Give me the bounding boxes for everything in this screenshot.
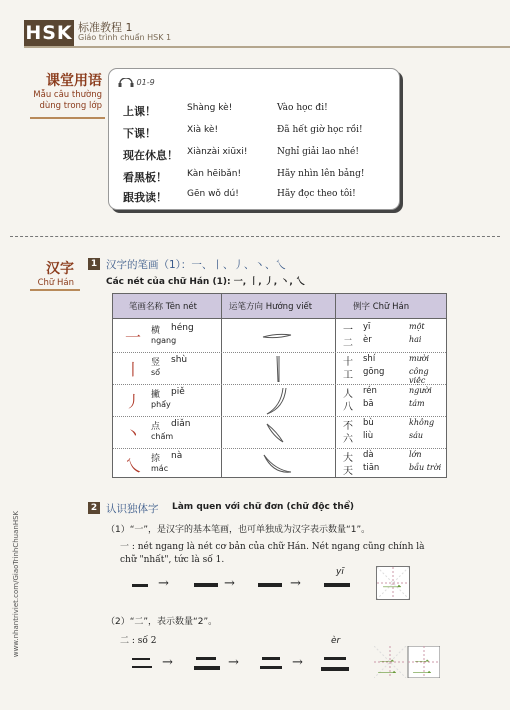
- header-title-cn: 标准教程 1: [78, 21, 133, 34]
- stroke-pinyin: diǎn: [171, 419, 191, 429]
- example-meaning: công việc: [409, 367, 429, 385]
- stroke-direction-dot: [263, 420, 287, 446]
- example-pinyin: liù: [363, 431, 374, 441]
- strokes-heading-cn: 汉字的笔画（1）：一、丨、丿、丶、乀: [106, 259, 286, 271]
- practice-char: 二: [412, 655, 432, 679]
- table-row: [113, 384, 446, 417]
- stroke-pinyin: piě: [171, 387, 185, 397]
- example-meaning: lớn: [409, 450, 422, 459]
- stroke-glyph: 一: [125, 328, 142, 347]
- header-title-vn: Giáo trình chuẩn HSK 1: [78, 33, 172, 42]
- practice-grid-one: [376, 566, 410, 600]
- example-pinyin: bù: [363, 418, 374, 428]
- phrase-row: [109, 125, 399, 147]
- audio-track[interactable]: [118, 78, 155, 87]
- example-meaning: tám: [409, 399, 425, 408]
- headphones-icon: [118, 78, 134, 87]
- stroke-name-vn: chấm: [151, 432, 174, 441]
- stroke-pinyin: nà: [171, 451, 183, 461]
- section2-label-vn: Chữ Hán: [37, 278, 74, 288]
- phrase-cn: 看黑板！: [123, 171, 167, 184]
- example-meaning: bầu trời: [409, 463, 442, 472]
- section2-label-cn: 汉字: [46, 261, 74, 277]
- practice-char: 二: [377, 655, 397, 679]
- stroke-name-cn: 捺: [151, 454, 161, 464]
- example-char: 十: [343, 357, 353, 368]
- single-chars-heading-cn: 认识独体字: [106, 503, 159, 515]
- writing-sequence-two: [128, 652, 358, 676]
- stroke-name-cn: 横: [151, 326, 161, 336]
- section1-label-vn-1: Mẫu câu thường: [33, 90, 102, 100]
- example-char: 大: [343, 453, 353, 464]
- example-char: 一: [343, 325, 353, 336]
- heading-number: 2: [88, 502, 100, 514]
- strokes-heading-vn: Các nét của chữ Hán (1): 一, 丨, 丿, 丶, 乀: [106, 277, 305, 287]
- stroke-direction-falling-right: [261, 452, 293, 476]
- writing-sequence-one: [128, 574, 358, 596]
- example-pinyin: èr: [363, 335, 372, 345]
- stroke-name-cn: 点: [151, 422, 161, 432]
- phrase-pinyin: Kàn hēibǎn!: [187, 169, 242, 179]
- table-header: [113, 294, 446, 319]
- arrow: →: [292, 655, 303, 670]
- arrow: →: [158, 576, 169, 591]
- phrase-cn: 跟我读！: [123, 191, 167, 204]
- arrow: →: [290, 576, 301, 591]
- example-pinyin: yī: [363, 322, 371, 332]
- stroke-glyph: 丶: [125, 424, 142, 443]
- example-char: 二: [343, 338, 353, 349]
- example-pinyin: rén: [363, 386, 377, 396]
- section1-rule: [30, 117, 105, 119]
- phrase-cn: 现在休息！: [123, 149, 178, 162]
- stroke-name-vn: mác: [151, 464, 169, 473]
- phrase-vn: Hãy nhìn lên bảng!: [277, 169, 365, 179]
- paragraph-one-cn: （1）“一”，是汉字的基本笔画，也可单独成为汉字表示数量“1”。: [106, 525, 371, 535]
- paragraph-two-cn: （2）“二”，表示数量“2”。: [106, 617, 218, 627]
- stroke-glyph: 乀: [125, 456, 142, 475]
- example-meaning: một: [409, 322, 425, 331]
- vertical-url-watermark: [6, 480, 20, 690]
- stroke-name-vn: sổ: [151, 368, 161, 377]
- classroom-phrases-card: [108, 68, 400, 210]
- phrase-pinyin: Gēn wǒ dú!: [187, 189, 239, 199]
- audio-track-number: 01-9: [136, 78, 155, 87]
- arrow: →: [224, 576, 235, 591]
- section1-label-cn: 课堂用语: [46, 73, 102, 89]
- strokes-table: [112, 293, 447, 478]
- pinyin-yi: yī: [336, 567, 344, 577]
- phrase-vn: Vào học đi!: [277, 103, 328, 113]
- heading-number: 1: [88, 258, 100, 270]
- table-row: [113, 352, 446, 385]
- section2-rule: [30, 289, 80, 291]
- example-pinyin: shí: [363, 354, 376, 364]
- stroke-pinyin: shù: [171, 355, 188, 365]
- phrase-cn: 下课！: [123, 127, 156, 140]
- section2-label: [0, 258, 74, 289]
- example-char: 工: [343, 370, 353, 381]
- stroke-glyph: 丨: [125, 360, 142, 379]
- example-char: 天: [343, 466, 353, 477]
- hsk-logo: HSK: [25, 22, 73, 44]
- example-char: 人: [343, 389, 353, 400]
- section-divider: [10, 236, 500, 237]
- phrase-cn: 上课！: [123, 105, 156, 118]
- stroke-name-vn: ngang: [151, 336, 177, 345]
- pinyin-er: èr: [331, 636, 341, 646]
- arrow: →: [228, 655, 239, 670]
- section1-label: [22, 70, 102, 112]
- stroke-direction-horizontal: [261, 329, 293, 343]
- col-header-direction: 运笔方向 Hướng viết: [229, 302, 313, 312]
- phrase-pinyin: Xiànzài xiūxi!: [187, 147, 248, 157]
- example-pinyin: gōng: [363, 367, 385, 377]
- paragraph-two-vn: 二 : số 2: [120, 636, 157, 646]
- table-row: [113, 416, 446, 449]
- phrase-vn: Nghỉ giải lao nhé!: [277, 147, 359, 157]
- phrase-row: [109, 147, 399, 169]
- stroke-name-vn: phẩy: [151, 400, 171, 409]
- example-meaning: mười: [409, 354, 430, 363]
- example-char: 八: [343, 402, 353, 413]
- practice-grid-two: [374, 646, 440, 678]
- practice-char: 一: [382, 576, 402, 600]
- example-pinyin: dà: [363, 450, 374, 460]
- header-rule: [24, 46, 510, 48]
- example-meaning: không: [409, 418, 435, 427]
- phrase-pinyin: Shàng kè!: [187, 103, 233, 113]
- table-row: [113, 320, 446, 353]
- phrase-vn: Hãy đọc theo tôi!: [277, 189, 356, 199]
- stroke-name-cn: 撇: [151, 390, 161, 400]
- example-pinyin: tiān: [363, 463, 380, 473]
- arrow: →: [162, 655, 173, 670]
- example-meaning: hai: [409, 335, 422, 344]
- example-pinyin: bā: [363, 399, 374, 409]
- stroke-direction-falling-left: [263, 386, 289, 416]
- example-meaning: sáu: [409, 431, 424, 440]
- phrase-row: [109, 189, 399, 211]
- col-header-example: 例字 Chữ Hán: [353, 302, 410, 312]
- example-char: 不: [343, 421, 353, 432]
- phrase-pinyin: Xià kè!: [187, 125, 219, 135]
- stroke-pinyin: héng: [171, 323, 194, 333]
- example-char: 六: [343, 434, 353, 445]
- stroke-name-cn: 竖: [151, 358, 161, 368]
- phrase-row: [109, 169, 399, 191]
- phrase-row: [109, 103, 399, 125]
- phrase-vn: Đã hết giờ học rồi!: [277, 125, 363, 135]
- stroke-direction-vertical: [271, 354, 285, 384]
- single-chars-heading-vn: Làm quen với chữ đơn (chữ độc thể): [172, 502, 354, 512]
- col-header-stroke: 笔画名称 Tên nét: [129, 302, 197, 312]
- table-row: [113, 448, 446, 480]
- stroke-glyph: 丿: [125, 392, 142, 411]
- watermark-text: www.nhantriviet.com/GiaoTrinhChuanHSK: [12, 510, 20, 658]
- section1-label-vn-2: dùng trong lớp: [39, 101, 102, 111]
- paragraph-one-vn: 一 : nét ngang là nét cơ bản của chữ Hán. Nét ngang cũng chính là chữ "nhất", tức là số 1.: [120, 542, 425, 565]
- example-meaning: người: [409, 386, 432, 395]
